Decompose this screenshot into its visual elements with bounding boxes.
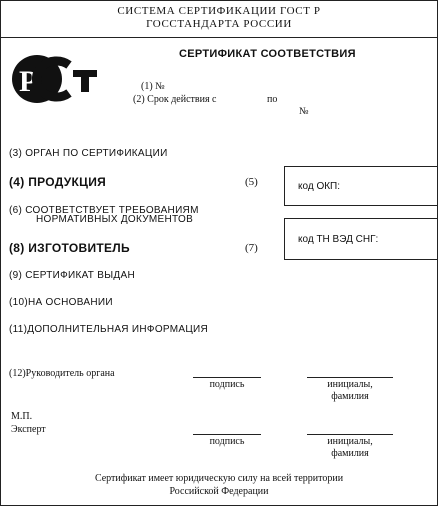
field-4-product: (4) ПРОДУКЦИЯ xyxy=(9,175,107,189)
header-line-2: ГОССТАНДАРТА РОССИИ xyxy=(146,18,292,30)
initials-caption-1a: инициалы, xyxy=(327,379,373,390)
header-line-1: СИСТЕМА СЕРТИФИКАЦИИ ГОСТ Р xyxy=(117,5,321,17)
initials-caption-2b: фамилия xyxy=(331,448,369,459)
initials-caption-2a: инициалы, xyxy=(327,436,373,447)
stamp-place: М.П. xyxy=(11,411,33,422)
rst-logo xyxy=(11,53,101,105)
field-7-label: (7) xyxy=(245,242,258,254)
footer-line-2: Российской Федерации xyxy=(169,486,269,497)
signature-caption-1: подпись xyxy=(209,379,245,390)
field-1-number: (1) № xyxy=(141,81,165,92)
expert-label: Эксперт xyxy=(11,424,46,435)
field-6-line-1: (6) СООТВЕТСТВУЕТ ТРЕБОВАНИЯМ xyxy=(9,205,199,216)
field-12-head-of-body: (12)Руководитель органа xyxy=(9,368,115,379)
field-2-po: по xyxy=(267,94,278,105)
field-5-label: (5) xyxy=(245,176,258,188)
svg-text:Р: Р xyxy=(19,65,38,98)
okp-code-label: код ОКП: xyxy=(298,181,341,192)
field-11-additional-info: (11)ДОПОЛНИТЕЛЬНАЯ ИНФОРМАЦИЯ xyxy=(9,324,209,335)
certificate-title: СЕРТИФИКАТ СООТВЕТСТВИЯ xyxy=(179,48,356,60)
initials-line-2 xyxy=(307,434,393,435)
field-3-certification-body: (3) ОРГАН ПО СЕРТИФИКАЦИИ xyxy=(9,148,168,159)
header-divider xyxy=(1,37,437,38)
field-9-issued-to: (9) СЕРТИФИКАТ ВЫДАН xyxy=(9,270,135,281)
initials-line-1 xyxy=(307,377,393,378)
field-8-manufacturer: (8) ИЗГОТОВИТЕЛЬ xyxy=(9,241,130,255)
tnved-code-label: код ТН ВЭД СНГ: xyxy=(298,234,379,245)
signature-line-1 xyxy=(193,377,261,378)
footer-line-1: Сертификат имеет юридическую силу на всей территории xyxy=(94,473,344,484)
field-2-no: № xyxy=(299,106,309,117)
field-6-line-2: НОРМАТИВНЫХ ДОКУМЕНТОВ xyxy=(36,214,194,225)
field-2-validity: (2) Срок действия с xyxy=(133,94,217,105)
signature-caption-2: подпись xyxy=(209,436,245,447)
initials-caption-1b: фамилия xyxy=(331,391,369,402)
signature-line-2 xyxy=(193,434,261,435)
field-10-basis: (10)НА ОСНОВАНИИ xyxy=(9,297,113,308)
